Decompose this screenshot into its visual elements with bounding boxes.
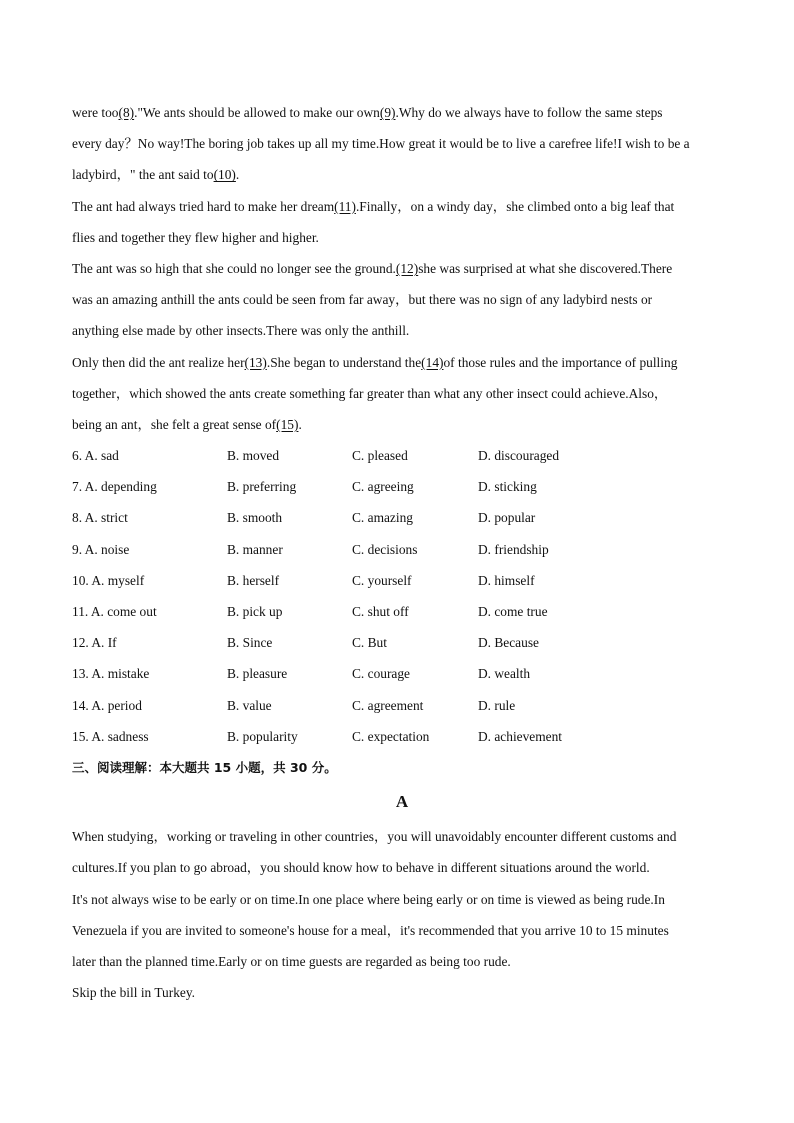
passage-line-10 [72, 378, 732, 409]
passage-line-11 [72, 409, 732, 440]
option-b: B. value [227, 697, 272, 713]
passage-a-line-5: later than the planned time.Early or on time guests are regarded as being too rude. [72, 953, 511, 969]
passage-a-line-4: Venezuela if you are invited to someone's house for a meal，it's recommended that you arrive 10 to 15 minutes [72, 922, 669, 938]
passage-line-5 [72, 222, 732, 253]
option-c: C. But [352, 635, 387, 651]
option-c: C. amazing [352, 510, 413, 526]
reading-passage-a [72, 821, 732, 1008]
text-segment: . [298, 416, 302, 432]
cloze-passage [72, 97, 732, 440]
option-b: B. smooth [227, 510, 283, 526]
passage-line-3 [72, 159, 732, 190]
option-c: C. expectation [352, 728, 430, 744]
text-segment: .Why do we always have to follow the same steps [395, 105, 663, 120]
option-a: 10. A. myself [72, 572, 145, 588]
text-segment: .She began to understand the [266, 354, 422, 370]
option-a: 6. A. sad [72, 448, 119, 464]
passage-title: A [395, 792, 409, 812]
option-c: C. yourself [352, 572, 412, 588]
option-b: B. popularity [227, 728, 298, 744]
option-c: C. pleased [352, 448, 408, 464]
text-segment: were too [72, 105, 119, 120]
option-d: D. discouraged [478, 448, 560, 464]
option-b: B. herself [227, 572, 280, 588]
section-heading: 三、阅读理解：本大题共 15 小题，共 30 分。 [72, 759, 337, 775]
question-11 [72, 596, 732, 627]
option-d: D. Because [478, 635, 539, 651]
question-10 [72, 565, 732, 596]
blank-14: (14) [421, 354, 444, 370]
text-segment: anything else made by other insects.There was only the anthill. [72, 323, 410, 339]
question-8 [72, 502, 732, 533]
text-segment: of those rules and the importance of pulling [443, 354, 678, 370]
option-a: 14. A. period [72, 697, 142, 713]
option-b: B. moved [227, 448, 280, 464]
text-segment: ladybird，" the ant said to [72, 167, 214, 183]
question-6 [72, 440, 732, 471]
option-a: 7. A. depending [72, 479, 157, 495]
option-d: D. popular [478, 510, 536, 526]
passage-line-9 [72, 347, 732, 378]
passage-a-line-3: It's not always wise to be early or on time.In one place where being early or on time is viewed as being rude.In [72, 891, 665, 907]
blank-8: (8) [118, 105, 135, 120]
blank-11: (11) [334, 198, 356, 214]
text-segment: . [235, 167, 240, 183]
option-d: D. wealth [478, 666, 531, 682]
text-segment: every day？No way!The boring job takes up all my time.How great it would be to live a carefree life!I wish to be a [72, 136, 690, 152]
option-c: C. shut off [352, 604, 409, 619]
blank-10: (10) [213, 167, 236, 183]
question-15 [72, 721, 732, 752]
passage-a-line-2: cultures.If you plan to go abroad，you should know how to behave in different situations around the world. [72, 860, 650, 876]
blank-15: (15) [276, 416, 299, 432]
option-d: D. friendship [478, 541, 549, 557]
blank-13: (13) [244, 354, 267, 370]
passage-a-line-1: When studying，working or traveling in other countries，you will unavoidably encounter different customs and [72, 829, 677, 845]
option-d: D. achievement [478, 728, 563, 744]
exam-page [72, 97, 732, 1008]
text-segment: .Finally，on a windy day，she climbed onto a big leaf that [355, 198, 675, 214]
question-14 [72, 690, 732, 721]
option-a: 12. A. If [72, 635, 117, 651]
option-a: 9. A. noise [72, 541, 130, 557]
text-segment: Only then did the ant realize her [72, 354, 245, 370]
text-segment: The ant was so high that she could no longer see the ground. [72, 260, 396, 276]
option-a: 11. A. come out [72, 604, 157, 619]
passage-line-4 [72, 191, 732, 222]
option-a: 15. A. sadness [72, 728, 149, 744]
passage-line-8 [72, 315, 732, 346]
text-segment: being an ant，she felt a great sense of [72, 416, 277, 432]
option-b: B. Since [227, 635, 273, 651]
option-c: C. courage [352, 666, 411, 682]
passage-line-1 [72, 97, 732, 128]
option-b: B. pleasure [227, 666, 288, 682]
option-d: D. rule [478, 697, 516, 713]
text-segment: she was surprised at what she discovered.There [418, 260, 673, 276]
blank-9: (9) [379, 105, 396, 120]
option-d: D. sticking [478, 479, 537, 495]
passage-line-6 [72, 253, 732, 284]
option-c: C. agreeing [352, 479, 414, 495]
text-segment: together，which showed the ants create something far greater than what any other insect could achieve.Also， [72, 385, 668, 401]
passage-line-2 [72, 128, 732, 159]
option-a: 8. A. strict [72, 510, 128, 526]
question-7 [72, 471, 732, 502]
passage-line-7 [72, 284, 732, 315]
option-d: D. come true [478, 604, 548, 619]
option-a: 13. A. mistake [72, 666, 150, 682]
blank-12: (12) [395, 260, 419, 276]
option-c: C. decisions [352, 541, 418, 557]
question-9 [72, 534, 732, 565]
text-segment: flies and together they flew higher and higher. [72, 229, 319, 245]
text-segment: was an amazing anthill the ants could be seen from far away，but there was no sign of any ladybird nests or [72, 292, 653, 308]
option-d: D. himself [478, 572, 535, 588]
option-b: B. pick up [227, 604, 283, 619]
option-c: C. agreement [352, 697, 424, 713]
question-options [72, 440, 732, 752]
option-b: B. preferring [227, 479, 297, 495]
question-12 [72, 627, 732, 658]
passage-a-line-6: Skip the bill in Turkey. [72, 985, 196, 1001]
text-segment: ."We ants should be allowed to make our own [134, 105, 380, 120]
option-b: B. manner [227, 541, 283, 557]
question-13 [72, 658, 732, 689]
text-segment: The ant had always tried hard to make her dream [72, 198, 335, 214]
